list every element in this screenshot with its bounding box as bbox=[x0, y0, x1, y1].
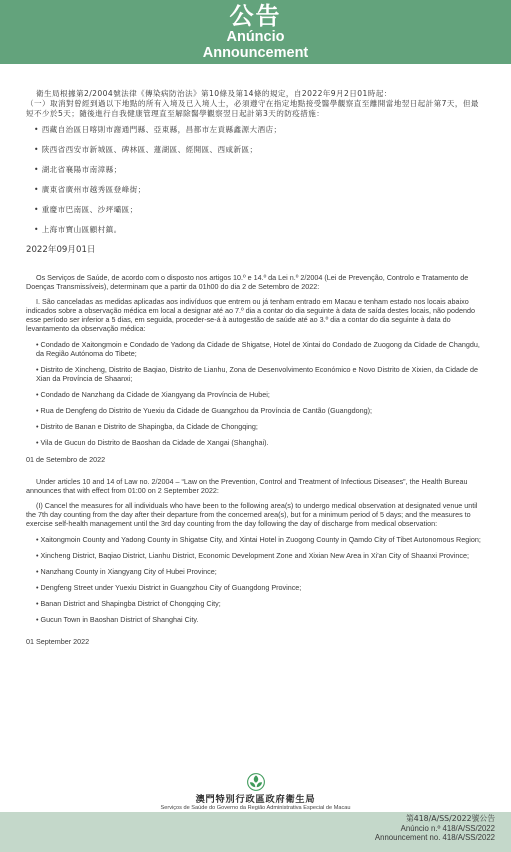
announcement-header bbox=[0, 0, 511, 64]
health-bureau-logo-icon bbox=[247, 773, 265, 791]
pt-bullet-6: • Vila de Gucun do Distrito de Baoshan da Cidade de Xangai (Shanghai). bbox=[36, 438, 269, 447]
health-bureau-signature bbox=[0, 773, 511, 812]
en-bullet-4: • Dengfeng Street under Yuexiu District in Guangzhou City of Guangdong Province; bbox=[36, 583, 302, 592]
pt-bullet-4: • Rua de Dengfeng do Distrito de Yuexiu da Cidade de Guangzhou da Província de Cantão (Guangdong); bbox=[36, 406, 373, 415]
zh-bullet-4: • 廣東省廣州市越秀區登峰街； bbox=[34, 185, 146, 194]
ref-pt: Anúncio n.º 418/A/SS/2022 bbox=[400, 823, 495, 833]
en-bullet-6: • Gucun Town in Baoshan District of Shanghai City. bbox=[36, 615, 199, 624]
en-bullet-3: • Nanzhang County in Xiangyang City of Hubei Province; bbox=[36, 567, 217, 576]
zh-bullet-5: • 重慶市巴南區、沙坪壩區； bbox=[34, 205, 138, 214]
org-name-pt: Serviços de Saúde do Governo da Região Administrativa Especial de Macau bbox=[160, 805, 351, 811]
zh-item-1: （一）取消對曾經到過以下地點的所有入境及已入境人士，必須遵守在指定地點接受醫學觀察直至離開當地翌日起計第7天，但最短不少於5天；隨後進行自我健康管理直至解除醫學觀察翌日起計第3天的防疫措施： bbox=[26, 99, 479, 118]
ref-zh: 第418/A/SS/2022號公告 bbox=[405, 814, 495, 823]
pt-bullet-2: • Distrito de Xincheng, Distrito de Baqiao, Distrito de Lianhu, Zona de Desenvolvimento Económico e Novo Distrito de Xixien, da Cidade de Xian da Província de Shaanxi; bbox=[36, 365, 478, 383]
title-en: Announcement bbox=[202, 45, 309, 61]
pt-bullet-3: • Condado de Nanzhang da Cidade de Xiangyang da Província de Hubei; bbox=[36, 390, 270, 399]
zh-bullet-1: • 西藏自治區日喀則市謝通門縣、亞東縣，昌都市左貢縣鑫源大酒店； bbox=[34, 125, 282, 134]
en-date: 01 September 2022 bbox=[26, 637, 90, 646]
pt-intro: Os Serviços de Saúde, de acordo com o disposto nos artigos 10.º e 14.º da Lei n.º 2/2004 (Lei de Prevenção, Controlo e Tratamento de Doenças Transmissíveis), determinam que a partir da 01h00 do dia 2 de Setembro de 2022: bbox=[26, 273, 469, 291]
pt-bullet-5: • Distrito de Banan e Distrito de Shapingba, da Cidade de Chongqing; bbox=[36, 422, 258, 431]
ref-en: Announcement no. 418/A/SS/2022 bbox=[374, 833, 495, 843]
en-intro: Under articles 10 and 14 of Law no. 2/2004 – “Law on the Prevention, Control and Treatment of Infectious Diseases”, the Health Bureau announces that with effect from 01:00 on 2 September 2022: bbox=[26, 477, 468, 495]
title-pt: Anúncio bbox=[226, 29, 285, 45]
title-zh: 公告 bbox=[229, 2, 282, 30]
en-item-1: (I) Cancel the measures for all individuals who have been to the following area(s) to undergo medical observation at designated venue until the 7th day counting from the day after their departure from the concerned area(s), but for a minimum period of 5 days; and the measures to exercise self-health management until the 3rd day counting from the day following the day of discharge from medical observation: bbox=[26, 501, 478, 528]
footer-band bbox=[0, 812, 511, 852]
zh-bullet-3: • 湖北省襄陽市南漳縣； bbox=[34, 165, 122, 174]
org-name-zh: 澳門特別行政區政府衛生局 bbox=[195, 794, 316, 805]
en-bullet-2: • Xincheng District, Baqiao District, Lianhu District, Economic Development Zone and Xixian New Area in Xi'an City of Shaanxi Province; bbox=[36, 551, 469, 560]
en-bullet-5: • Banan District and Shapingba District of Chongqing City; bbox=[36, 599, 221, 608]
zh-intro: 衛生局根據第2/2004號法律《傳染病防治法》第10條及第14條的規定，自2022年9月2日01時起： bbox=[36, 89, 392, 98]
zh-date: 2022年09月01日 bbox=[26, 245, 96, 255]
announcement-body bbox=[26, 89, 486, 646]
pt-date: 01 de Setembro de 2022 bbox=[26, 455, 106, 464]
pt-bullet-1: • Condado de Xaitongmoin e Condado de Yadong da Cidade de Shigatse, Hotel de Xintai do Condado de Zuogong da Cidade de Changdu, da Região Autónoma do Tibete; bbox=[36, 340, 480, 358]
zh-bullet-2: • 陝西省西安市新城區、碑林區、蓮湖區、經開區、西咸新區； bbox=[34, 145, 258, 154]
en-bullet-1: • Xaitongmoin County and Yadong County in Shigatse City, and Xintai Hotel in Zuogong County in Qamdo City of Tibet Autonomous Region; bbox=[36, 535, 481, 544]
announcement-references bbox=[375, 814, 495, 843]
zh-bullet-6: • 上海市寶山區顧村鎮。 bbox=[34, 225, 122, 234]
pt-item-1: I. São canceladas as medidas aplicadas aos indivíduos que entrem ou já tenham entrado em Macau e tenham estado nos locais abaixo indicados sobre a observação médica em local a designar até ao 7.º dia a contar do dia seguinte à data de saída destes locais, não podendo esse período ser inferior a 5 dias, em seguida, proceder-se-á à autogestão de saúde até ao 3.º dia a contar do dia seguinte à data do levantamento da observação médica: bbox=[26, 297, 475, 333]
